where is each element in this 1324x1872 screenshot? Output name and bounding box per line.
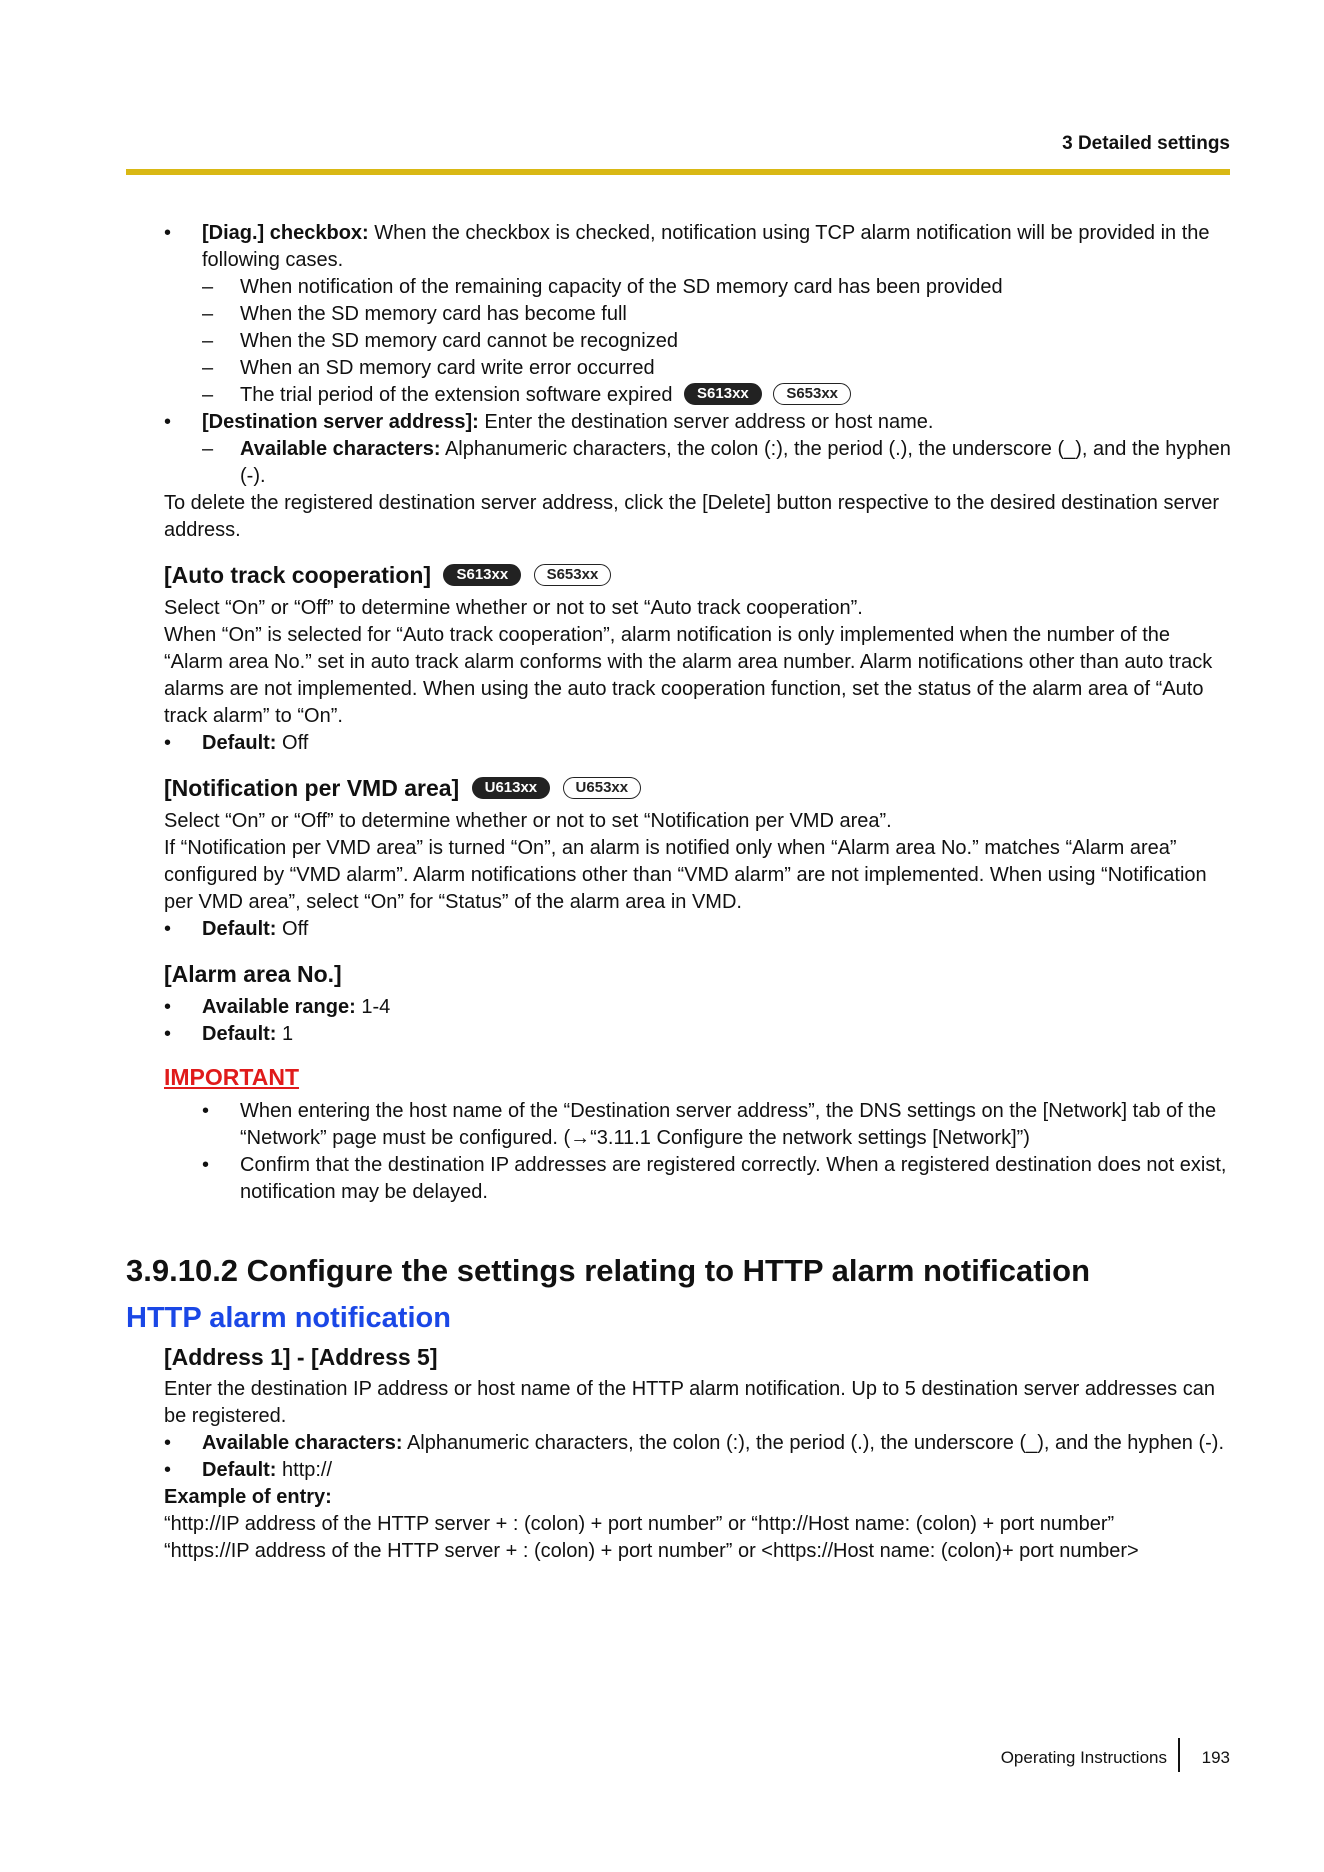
vmd-p1: Select “On” or “Off” to determine whether or not to set “Notification per VMD area”. — [164, 810, 892, 832]
auto-track-heading — [164, 560, 1231, 590]
footer-divider — [1178, 1738, 1180, 1772]
model-badge-solid: S613xx — [443, 564, 521, 586]
page-content — [126, 220, 1231, 1565]
address-title: [Address 1] - [Address 5] — [164, 1344, 438, 1370]
diag-item-text: When the SD memory card cannot be recognized — [240, 330, 678, 352]
dest-chars — [202, 436, 1231, 490]
dest-chars-label: Available characters: — [240, 438, 441, 460]
chars-label: Available characters: — [202, 1432, 403, 1454]
http-chars — [164, 1430, 1231, 1457]
dest-delete-text: To delete the registered destination server address, click the [Delete] button respective to the desired destination server address. — [164, 492, 1220, 541]
page-header: 3 Detailed settings — [1062, 133, 1230, 154]
bullet-icon: • — [202, 1154, 210, 1176]
diag-item-text: When the SD memory card has become full — [240, 303, 627, 325]
dash-icon: – — [202, 330, 214, 352]
footer-label: Operating Instructions — [1000, 1748, 1167, 1767]
diag-bullet — [164, 220, 1231, 274]
auto-track-p2: When “On” is selected for “Auto track cooperation”, alarm notification is only implemented when the number of the “Alarm area No.” set in auto track alarm conforms with the alarm area number. Alarm notifications other than auto track alarms are not implemented. When using the auto track cooperation function, set the status of the alarm area of “Auto track alarm” to “On”. — [164, 624, 1213, 727]
diag-item — [202, 301, 1231, 328]
model-badge-solid: U613xx — [472, 777, 551, 799]
default-value: Off — [282, 732, 309, 754]
bullet-icon: • — [164, 918, 172, 940]
auto-track-default — [164, 730, 1231, 757]
auto-track-p1: Select “On” or “Off” to determine whether or not to set “Auto track cooperation”. — [164, 597, 863, 619]
diag-label: [Diag.] checkbox: — [202, 222, 369, 244]
diag-item — [202, 382, 1231, 409]
auto-track-title: [Auto track cooperation] — [164, 562, 432, 588]
diag-item — [202, 355, 1231, 382]
alarm-area-default — [164, 1021, 1231, 1048]
vmd-default — [164, 916, 1231, 943]
range-value: 1-4 — [361, 996, 391, 1018]
vmd-heading — [164, 773, 1231, 803]
default-value: 1 — [282, 1023, 294, 1045]
dash-icon: – — [202, 276, 214, 298]
vmd-title: [Notification per VMD area] — [164, 775, 460, 801]
default-label: Default: — [202, 732, 277, 754]
dash-icon: – — [202, 357, 214, 379]
dash-icon: – — [202, 384, 214, 406]
important-item-text: Confirm that the destination IP addresses are registered correctly. When a registered destination does not exist, notification may be delayed. — [240, 1154, 1227, 1203]
bullet-icon: • — [164, 996, 172, 1018]
diag-item-text: When notification of the remaining capacity of the SD memory card has been provided — [240, 276, 1003, 298]
default-value: http:// — [282, 1459, 333, 1481]
example-1: “http://IP address of the HTTP server + : (colon) + port number” or “http://Host name: (colon) + port number” — [164, 1513, 1115, 1535]
model-badge-solid: S613xx — [684, 383, 762, 405]
page-number: 193 — [1201, 1748, 1230, 1767]
model-badge-outline: U653xx — [563, 777, 642, 799]
http-p1: Enter the destination IP address or host name of the HTTP alarm notification. Up to 5 destination server addresses can be registered. — [164, 1378, 1215, 1427]
alarm-area-range — [164, 994, 1231, 1021]
dash-icon: – — [202, 303, 214, 325]
diag-item — [202, 274, 1231, 301]
important-item — [202, 1152, 1231, 1206]
bullet-icon: • — [164, 222, 172, 244]
dest-chars-text: Alphanumeric characters, the colon (:), the period (.), the underscore (_), and the hyphen (-). — [240, 438, 1231, 487]
http-subtitle: HTTP alarm notification — [126, 1302, 451, 1334]
diag-item-text: The trial period of the extension software expired — [240, 384, 673, 406]
important-item — [202, 1098, 1231, 1152]
dest-text: Enter the destination server address or host name. — [484, 411, 934, 433]
model-badge-outline: S653xx — [773, 383, 851, 405]
bullet-icon: • — [164, 732, 172, 754]
header-rule — [126, 169, 1230, 175]
default-value: Off — [282, 918, 309, 940]
bullet-icon: • — [202, 1100, 210, 1122]
default-label: Default: — [202, 918, 277, 940]
bullet-icon: • — [164, 1459, 172, 1481]
alarm-area-title: [Alarm area No.] — [164, 961, 342, 987]
diag-item — [202, 328, 1231, 355]
bullet-icon: • — [164, 1432, 172, 1454]
diag-item-text: When an SD memory card write error occurred — [240, 357, 655, 379]
default-label: Default: — [202, 1023, 277, 1045]
range-label: Available range: — [202, 996, 356, 1018]
bullet-icon: • — [164, 411, 172, 433]
important-item-text: When entering the host name of the “Destination server address”, the DNS settings on the [Network] tab of the “Network” page must be configured. (→“3.11.1 Configure the network settings [Network]”) — [240, 1100, 1217, 1149]
bullet-icon: • — [164, 1023, 172, 1045]
example-2: “https://IP address of the HTTP server + : (colon) + port number” or <https://Host name: (colon)+ port number> — [164, 1540, 1139, 1562]
dest-bullet — [164, 409, 1231, 436]
chars-text: Alphanumeric characters, the colon (:), the period (.), the underscore (_), and the hyphen (-). — [406, 1432, 1225, 1454]
example-label: Example of entry: — [164, 1486, 332, 1508]
diag-text: When the checkbox is checked, notification using TCP alarm notification will be provided in the following cases. — [202, 222, 1210, 271]
http-section-title: 3.9.10.2 Configure the settings relating to HTTP alarm notification — [126, 1253, 1091, 1288]
dest-label: [Destination server address]: — [202, 411, 479, 433]
vmd-p2: If “Notification per VMD area” is turned “On”, an alarm is notified only when “Alarm area No.” matches “Alarm area” configured by “VMD alarm”. Alarm notifications other than “VMD alarm” are not implemented. When using “Notification per VMD area”, select “On” for “Status” of the alarm area in VMD. — [164, 837, 1207, 913]
http-default — [164, 1457, 1231, 1484]
dash-icon: – — [202, 438, 214, 460]
model-badge-outline: S653xx — [534, 564, 612, 586]
default-label: Default: — [202, 1459, 277, 1481]
important-title: IMPORTANT — [164, 1064, 300, 1090]
